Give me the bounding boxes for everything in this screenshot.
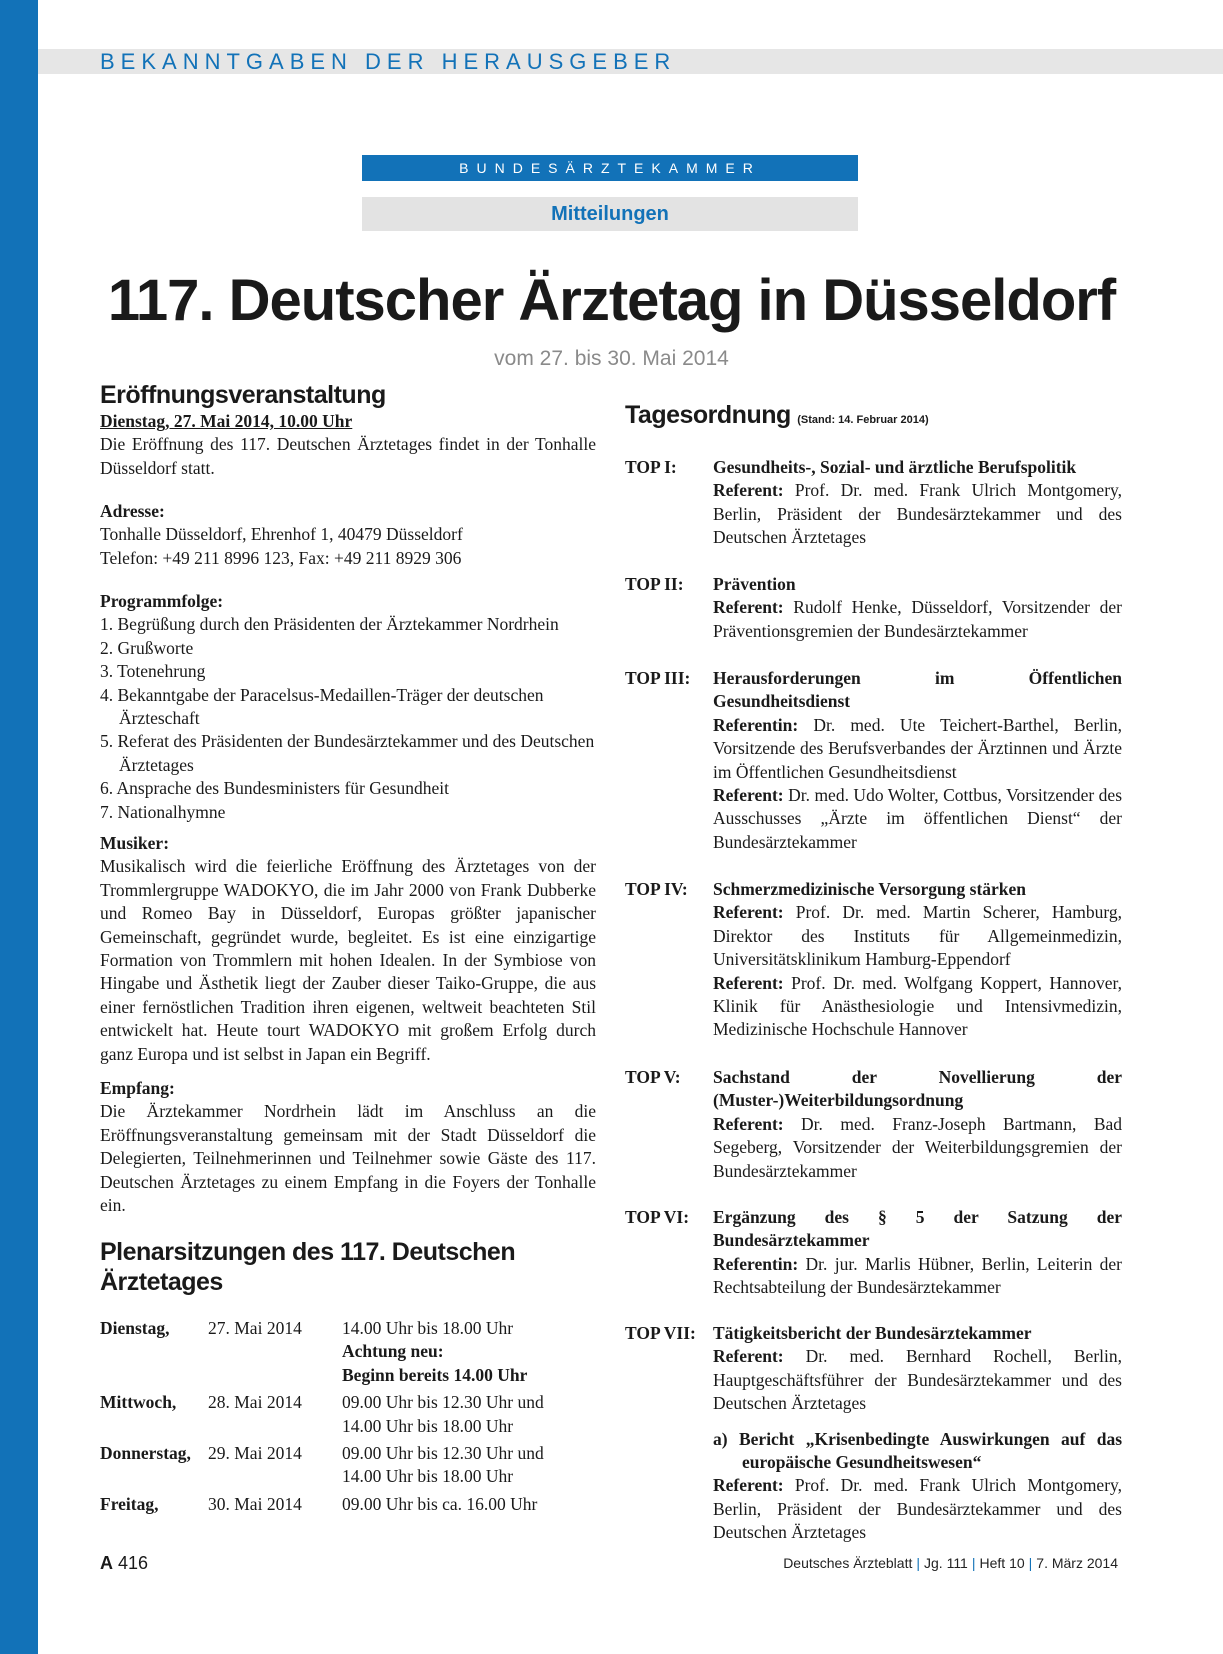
agenda-item-title: Gesundheits-, Sozial- und ärztliche Berufspolitik xyxy=(713,457,1077,477)
program-label: Programmfolge: xyxy=(100,591,224,611)
plenary-note: Beginn bereits 14.00 Uhr xyxy=(342,1364,528,1385)
plenary-heading: Plenarsitzungen des 117. Deutschen Ärztetages xyxy=(100,1238,516,1296)
journal-footer: Deutsches Ärzteblatt | Jg. 111 | Heft 10 | 7. März 2014 xyxy=(783,1555,1118,1571)
page-prefix: A xyxy=(100,1553,113,1573)
referent-text: Dr. med. Bernhard Rochell, Berlin, Hauptgeschäftsführer der Bundesärztekammer und des Deutschen Ärztetages xyxy=(713,1346,1122,1414)
plenary-table xyxy=(100,1317,544,1516)
table-row xyxy=(100,1317,544,1387)
address-line2: Telefon: +49 211 8996 123, Fax: +49 211 8929 306 xyxy=(100,547,462,568)
plenary-day: Freitag, xyxy=(100,1493,159,1514)
table-row xyxy=(100,1387,544,1438)
page-title: 117. Deutscher Ärztetag in Düsseldorf xyxy=(107,268,1116,333)
agenda-item-label: TOP II: xyxy=(625,574,684,594)
referent-label: Referent: xyxy=(713,1475,784,1496)
agenda-item-top-3 xyxy=(625,667,1122,854)
agenda-item-top-4 xyxy=(625,878,1122,1042)
agenda-item-title: Prävention xyxy=(713,574,796,594)
musicians-block xyxy=(100,832,596,1066)
plenary-date: 30. Mai 2014 xyxy=(208,1493,302,1514)
reception-label: Empfang: xyxy=(100,1078,175,1098)
plenary-time: 14.00 Uhr bis 18.00 Uhr xyxy=(342,1415,514,1436)
musicians-text: Musikalisch wird die feierliche Eröffnung des Ärztetages von der Trommlergruppe WADOKYO, die im Jahr 2000 von Frank Dubberke und Romeo Bay in Düsseldorf, Europas größter japanischer Gemeinschaft, gegründet wurde, begleitet. Es ist eine einzigartige Formation von Trommlern mit hohen Idealen. In der Symbiose von Hingabe und Ästhetik liegt der Zauber dieser Taiko-Gruppe, die aus einer fernöstlichen Tradition ihren eigenen, weltweit beachteten Stil entwickelt hat. Heute tourt WADOKYO mit großem Erfolg durch ganz Europa und ist selbst in Japan ein Begriff. xyxy=(100,856,596,1064)
opening-date: Dienstag, 27. Mai 2014, 10.00 Uhr xyxy=(100,411,353,431)
program-item: 1. Begrüßung durch den Präsidenten der Ärztekammer Nordrhein xyxy=(100,614,559,635)
referent-text: Prof. Dr. med. Wolfgang Koppert, Hannover, Klinik für Anästhesiologie und Intensivmedizin, Medizinische Hochschule Hannover xyxy=(713,972,1123,1040)
referent-label: Referent: xyxy=(713,1113,784,1134)
agenda-item-title: Ergänzung des § 5 der Satzung der Bundesärztekammer xyxy=(713,1207,1122,1251)
agenda-item-label: TOP VI: xyxy=(625,1207,690,1227)
subitem-title: a) Bericht „Krisenbedingte Auswirkungen auf das europäische Gesundheitswesen“ xyxy=(713,1428,1122,1473)
referent-label: Referentin: xyxy=(713,714,799,735)
agenda-heading xyxy=(625,400,1122,435)
address-line1: Tonhalle Düsseldorf, Ehrenhof 1, 40479 Düsseldorf xyxy=(100,524,463,545)
program-item: 7. Nationalhymne xyxy=(100,801,226,822)
referent-text: Prof. Dr. med. Frank Ulrich Montgomery, Berlin, Präsident der Bundesärztekammer und des Deutschen Ärztetages xyxy=(713,480,1123,548)
plenary-time: 09.00 Uhr bis 12.30 Uhr und xyxy=(342,1443,544,1464)
agenda-item-top-1 xyxy=(625,456,1122,550)
agenda-stand: (Stand: 14. Februar 2014) xyxy=(797,414,929,426)
agenda-item-title: Schmerzmedizinische Versorgung stärken xyxy=(713,879,1027,899)
agenda-item-top-2 xyxy=(625,573,1122,643)
kicker: BUNDESÄRZTEKAMMER xyxy=(362,155,858,181)
referent-text: Prof. Dr. med. Frank Ulrich Montgomery, Berlin, Präsident der Bundesärztekammer und des Deutschen Ärztetages xyxy=(713,1475,1123,1543)
table-row xyxy=(100,1489,544,1516)
agenda-item-title: Tätigkeitsbericht der Bundesärztekammer xyxy=(713,1323,1032,1343)
plenary-date: 28. Mai 2014 xyxy=(208,1392,302,1413)
agenda-item-title: Sachstand der Novellierung der (Muster-)Weiterbildungsordnung xyxy=(713,1067,1122,1111)
plenary-day: Donnerstag, xyxy=(100,1443,191,1464)
address-block xyxy=(100,500,596,570)
referent-label: Referent: xyxy=(713,902,784,923)
agenda-item-label: TOP IV: xyxy=(625,879,688,899)
agenda-item-top-6 xyxy=(625,1206,1122,1300)
plenary-day: Dienstag, xyxy=(100,1318,170,1338)
page-number-value: 416 xyxy=(118,1553,149,1573)
opening-text: Die Eröffnung des 117. Deutschen Ärztetages findet in der Tonhalle Düsseldorf statt. xyxy=(100,434,596,478)
referent-text: Dr. jur. Marlis Hübner, Berlin, Leiterin der Rechtsabteilung der Bundesärztekammer xyxy=(713,1253,1123,1298)
referent-label: Referent: xyxy=(713,785,784,806)
agenda-item-top-7 xyxy=(625,1322,1122,1545)
program-item: 3. Totenehrung xyxy=(100,661,206,682)
agenda-item-title: Herausforderungen im Öffentlichen Gesundheitsdienst xyxy=(713,668,1122,712)
referent-text: Dr. med. Udo Wolter, Cottbus, Vorsitzender des Ausschusses „Ärzte im öffentlichen Dienst“ der Bundesärztekammer xyxy=(713,785,1123,852)
agenda-heading-block xyxy=(625,400,1122,435)
page-subtitle: vom 27. bis 30. Mai 2014 xyxy=(494,347,729,370)
journal-date: 7. März 2014 xyxy=(1036,1555,1118,1571)
agenda-item-label: TOP VII: xyxy=(625,1323,696,1343)
plenary-time: 14.00 Uhr bis 18.00 Uhr xyxy=(342,1466,514,1487)
reception-text: Die Ärztekammer Nordrhein lädt im Anschluss an die Eröffnungsveranstaltung gemeinsam mit der Stadt Düsseldorf die Delegierten, Teilnehmerinnen und Teilnehmer sowie Gäste des 117. Deutschen Ärztetages zu einem Empfang in die Foyers der Tonhalle ein. xyxy=(100,1101,596,1216)
plenary-note: Achtung neu: xyxy=(342,1341,444,1362)
journal-volume: Jg. 111 xyxy=(924,1555,968,1571)
program-item: 6. Ansprache des Bundesministers für Gesundheit xyxy=(100,778,449,799)
referent-label: Referent: xyxy=(713,597,784,618)
referent-label: Referent: xyxy=(713,480,784,501)
left-column xyxy=(100,380,596,480)
agenda-subitem-a xyxy=(713,1428,1122,1545)
agenda-item-top-5 xyxy=(625,1066,1122,1183)
program-item: 4. Bekanntgabe der Paracelsus-Medaillen-Träger der deutschen Ärzteschaft xyxy=(100,684,544,729)
program-block xyxy=(100,590,596,824)
plenary-time: 09.00 Uhr bis 12.30 Uhr und xyxy=(342,1392,544,1413)
referent-text: Rudolf Henke, Düsseldorf, Vorsitzender der Präventionsgremien der Bundesärztekammer xyxy=(713,597,1123,641)
referent-text: Dr. med. Franz-Joseph Bartmann, Bad Segeberg, Vorsitzender der Weiterbildungsgremien der Bundesärztekammer xyxy=(713,1113,1123,1181)
agenda-heading-text: Tagesordnung xyxy=(625,401,791,429)
referent-label: Referentin: xyxy=(713,1253,799,1274)
plenary-time: 14.00 Uhr bis 18.00 Uhr xyxy=(342,1318,514,1338)
agenda-item-label: TOP III: xyxy=(625,668,691,688)
agenda-item-label: TOP V: xyxy=(625,1067,681,1087)
program-item: 5. Referat des Präsidenten der Bundesärztekammer und des Deutschen Ärztetages xyxy=(100,731,595,775)
address-label: Adresse: xyxy=(100,501,165,521)
opening-heading: Eröffnungsveranstaltung xyxy=(100,381,386,409)
referent-label: Referent: xyxy=(713,1346,784,1367)
plenary-block xyxy=(100,1237,596,1516)
plenary-day: Mittwoch, xyxy=(100,1392,177,1413)
plenary-date: 29. Mai 2014 xyxy=(208,1443,302,1464)
program-list xyxy=(100,613,596,824)
referent-label: Referent: xyxy=(713,972,784,993)
journal-name: Deutsches Ärzteblatt xyxy=(783,1555,913,1571)
table-row xyxy=(100,1438,544,1489)
reception-block xyxy=(100,1077,596,1217)
journal-issue: Heft 10 xyxy=(979,1555,1025,1571)
plenary-date: 27. Mai 2014 xyxy=(208,1318,302,1338)
referent-text: Dr. med. Ute Teichert-Barthel, Berlin, Vorsitzende des Berufsverbandes der Ärztinnen und Ärzte im Öffentlichen Gesundheitsdienst xyxy=(713,714,1123,782)
section-header: BEKANNTGABEN DER HERAUSGEBER xyxy=(100,49,677,74)
program-item: 2. Grußworte xyxy=(100,637,194,658)
page-number xyxy=(100,1553,148,1574)
agenda-item-label: TOP I: xyxy=(625,457,677,477)
referent-text: Prof. Dr. med. Martin Scherer, Hamburg, Direktor des Instituts für Allgemeinmedizin, Universitätsklinikum Hamburg-Eppendorf xyxy=(713,902,1123,970)
subkicker: Mitteilungen xyxy=(362,197,858,231)
sidebar-stripe xyxy=(0,0,38,1654)
musicians-label: Musiker: xyxy=(100,833,170,853)
plenary-time: 09.00 Uhr bis ca. 16.00 Uhr xyxy=(342,1493,538,1514)
